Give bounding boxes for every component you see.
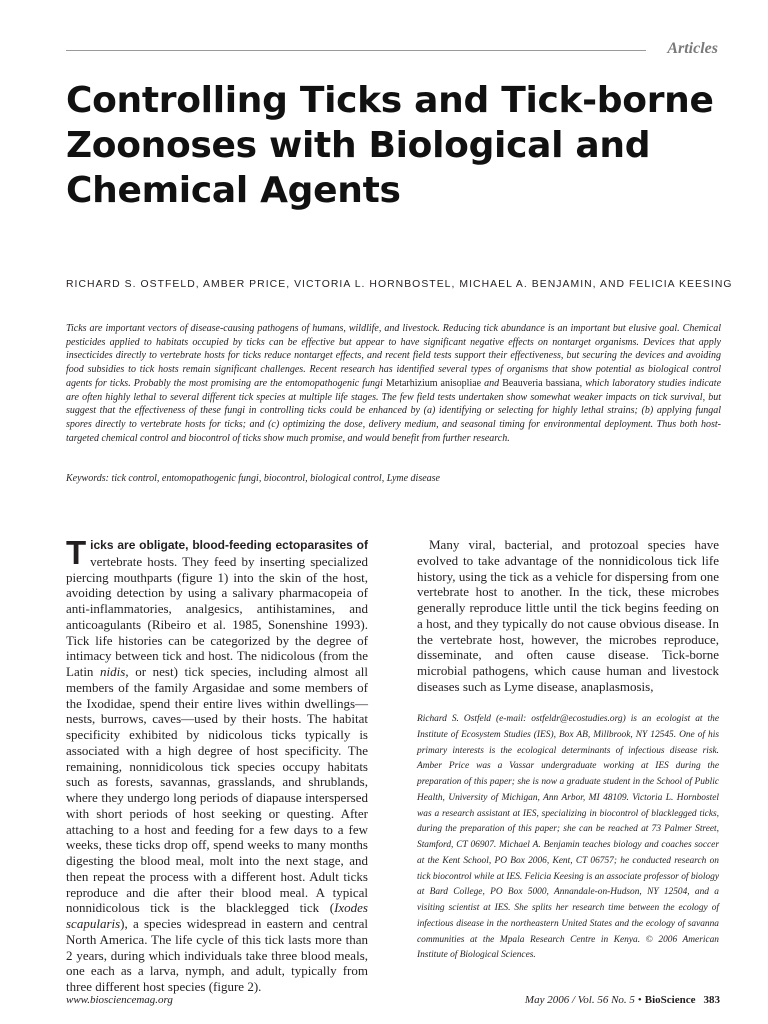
footer-citation (525, 994, 720, 1006)
article-title: Controlling Ticks and Tick-borne Zoonoses with Biological and Chemical Agents (66, 80, 714, 211)
body-text: ), a species widespread in eastern and central North America. The life cycle of this tick lasts more than 2 years, during which individuals take three blood meals, one each as a larva, nymph, and adult, typically from three different host species (figure 2). (66, 916, 368, 994)
species-name: Ixodes scapularis (66, 900, 368, 931)
body-paragraph: Many viral, bacterial, and protozoal species have evolved to take advantage of the nonnidicolous tick life history, using the tick as a vehicle for dispersing from one vertebrate host to another. In the tick, these microbes generally reproduce little until the tick begins feeding on a host, and they typically do not cause obvious disease. In the vertebrate host, however, the microbes reproduce, disseminate, and often cause disease. Tick-borne microbial pathogens, which cause human and livestock diseases such as Lyme disease, anaplasmosis, (417, 537, 719, 694)
section-rule (66, 50, 646, 51)
section-label: Articles (667, 40, 718, 57)
keywords: Keywords: tick control, entomopathogenic fungi, biocontrol, biological control, Lyme disease (66, 473, 440, 484)
author-bio: Richard S. Ostfeld (e-mail: ostfeldr@ecostudies.org) is an ecologist at the Institute of Ecosystem Studies (IES), Box AB, Millbrook, NY 12545. One of his primary interests is the ecological determinants of infectious disease risk. Amber Price was a Vassar undergraduate working at IES during the preparation of this paper; she is now a graduate student in the School of Public Health, University of Michigan, Ann Arbor, MI 48109. Victoria L. Hornbostel was a research assistant at IES, specializing in biocontrol of blacklegged ticks, during the preparation of this paper; she can be reached at 73 Palmer Street, Stamford, CT 06907. Michael A. Benjamin teaches biology and coaches soccer at the Kent School, PO Box 2006, Kent, CT 06757; he conducted research on tick biocontrol while at IES. Felicia Keesing is an associate professor of biology at Bard College, PO Box 5000, Annandale-on-Hudson, NY 12504, and a visiting scientist at IES. She splits her research time between the ecology of infectious disease in the northeastern United States and the ecology of savanna communities at the Mpala Research Centre in Kenya. © 2006 American Institute of Biological Sciences. (417, 714, 719, 961)
body-text: , or nest) tick species, including almost all members of the family Argasidae and some members of the Ixodidae, spend their entire lives within dwellings—nests, burrows, caves—used by their hosts. The habitat specificity exhibited by nidicolous ticks typically is associated with a high degree of host specificity. The remaining, nonnidicolous tick species occupy habitats such as forests, savannas, grasslands, and shrublands, where they undergo long periods of diapause interspersed with short periods of host seeking or questing. After attaching to a host and feeding for a few days to a few weeks, these ticks drop off, spend weeks to many months digesting the blood meal, molt into the next stage, and then repeat the process with a different host. Adult ticks reproduce and die after their blood meal. A typical nonnidicolous tick is the blacklegged tick ( (66, 664, 368, 916)
abstract-species-2: Beauveria bassiana (502, 377, 580, 389)
abstract-species-1: Metarhizium anisopliae (385, 377, 482, 389)
author-list: RICHARD S. OSTFELD, AMBER PRICE, VICTORIA L. HORNBOSTEL, MICHAEL A. BENJAMIN, AND FELICIA KEESING (66, 279, 733, 290)
abstract-text-2: , which laboratory studies indicate are often highly lethal to several different tick species at multiple life stages. The few field tests undertaken show somewhat weaker impacts on tick survival, but suggest that the effectiveness of these fungi in controlling ticks could be enhanced by (a) identifying or selecting for highly lethal strains; (b) applying fungal spores directly to vertebrate hosts for ticks; and (c) optimizing the dose, delivery medium, and seasonal timing for environmental deployment. Thus both host-targeted chemical control and biocontrol of ticks show much promise, and would benefit from further research. (66, 377, 722, 444)
journal-name: BioScience (644, 994, 696, 1006)
abstract (66, 322, 721, 445)
body-paragraph (66, 534, 368, 995)
body-text: vertebrate hosts. They feed by inserting specialized piercing mouthparts (figure 1) into the skin of the host, avoiding detection by using a salivary pharmacopeia of anti-inflammatories, analgesics, antihistamines, and anticoagulants (Ribeiro et al. 1985, Sonenshine 1993). Tick life histories can be categorized by the degree of intimacy between tick and host. The nidicolous (from the Latin (66, 553, 368, 679)
body-column-right (417, 537, 719, 695)
abstract-text-1: Ticks are important vectors of disease-causing pathogens of humans, wildlife, and livestock. Reducing tick abundance is an important but elusive goal. Chemical pesticides applied to habitats occupied by ticks can be effective but appear to have significant negative effects on nontarget organisms. Devices that apply insecticides directly to vertebrate hosts for ticks reduce nontarget effects, and recent field tests support their effectiveness, but securing the devices and avoiding food subsidies to tick hosts remain significant challenges. Recent research has identified several types of organisms that show potential as biological control agents for ticks. Probably the most promising are the entomopathogenic fungi (66, 323, 721, 389)
latin-term: nidis (100, 664, 126, 679)
lead-in: icks are obligate, blood-feeding ectoparasites of (90, 538, 368, 552)
bullet-separator: • (637, 994, 642, 1006)
page-number: 383 (703, 994, 720, 1006)
body-column-left (66, 534, 368, 995)
footer-url[interactable]: www.biosciencemag.org (66, 994, 173, 1006)
issue-info: May 2006 / Vol. 56 No. 5 (524, 994, 635, 1006)
drop-cap: T (66, 534, 87, 571)
abstract-and: and (481, 377, 503, 389)
